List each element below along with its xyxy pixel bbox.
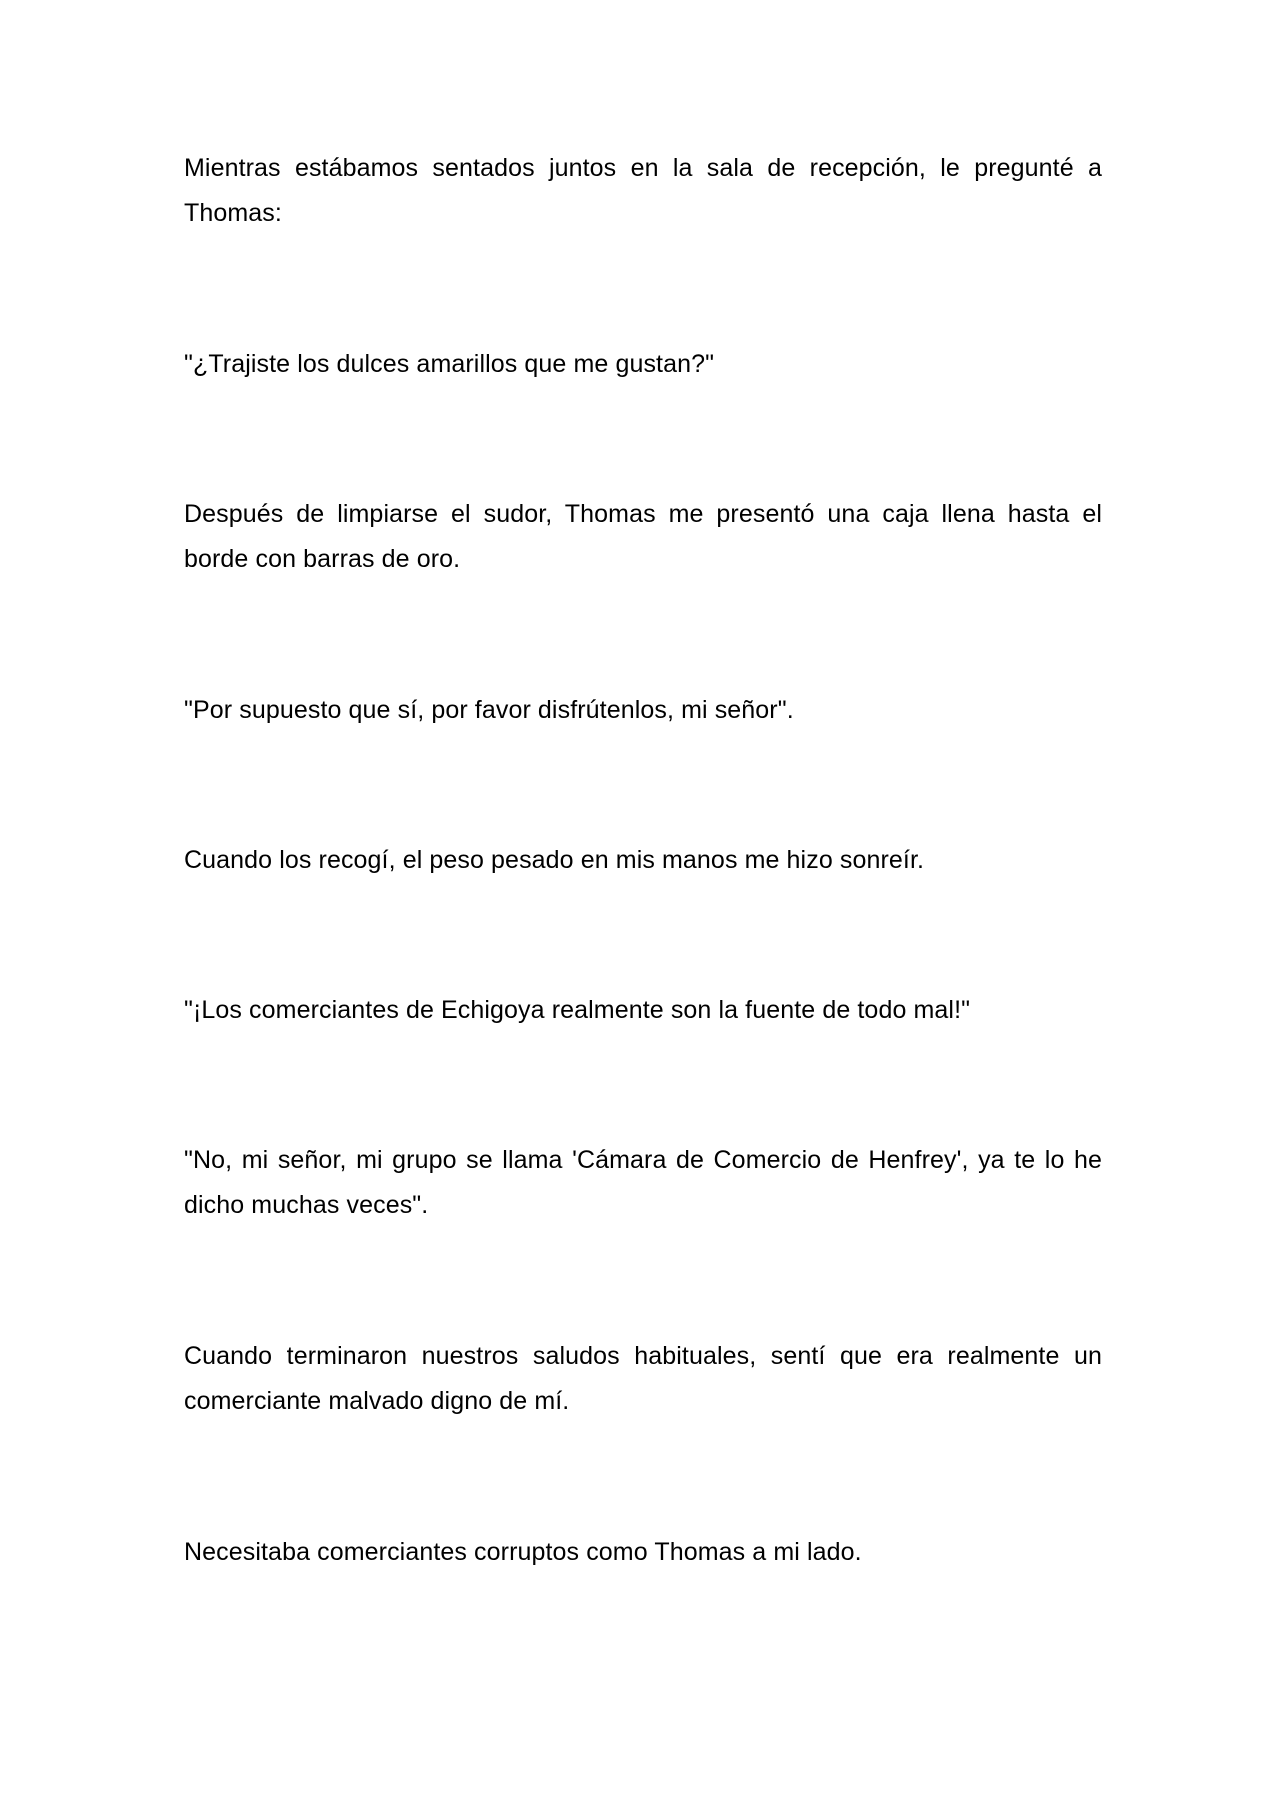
paragraph: Cuando terminaron nuestros saludos habituales, sentí que era realmente un comerciante malvado digno de mí. (184, 1342, 1102, 1415)
paragraph: Necesitaba comerciantes corruptos como Thomas a mi lado. (184, 1538, 862, 1566)
paragraph: "¿Trajiste los dulces amarillos que me gustan?" (184, 350, 715, 378)
paragraph: Cuando los recogí, el peso pesado en mis manos me hizo sonreír. (184, 846, 925, 874)
paragraph: "Por supuesto que sí, por favor disfrútenlos, mi señor". (184, 696, 794, 724)
paragraph: Después de limpiarse el sudor, Thomas me presentó una caja llena hasta el borde con barras de oro. (184, 500, 1102, 573)
paragraph: "No, mi señor, mi grupo se llama 'Cámara de Comercio de Henfrey', ya te lo he dicho muchas veces". (184, 1146, 1102, 1219)
paragraph: Mientras estábamos sentados juntos en la sala de recepción, le pregunté a Thomas: (184, 154, 1102, 227)
paragraph: "¡Los comerciantes de Echigoya realmente son la fuente de todo mal!" (184, 996, 971, 1024)
